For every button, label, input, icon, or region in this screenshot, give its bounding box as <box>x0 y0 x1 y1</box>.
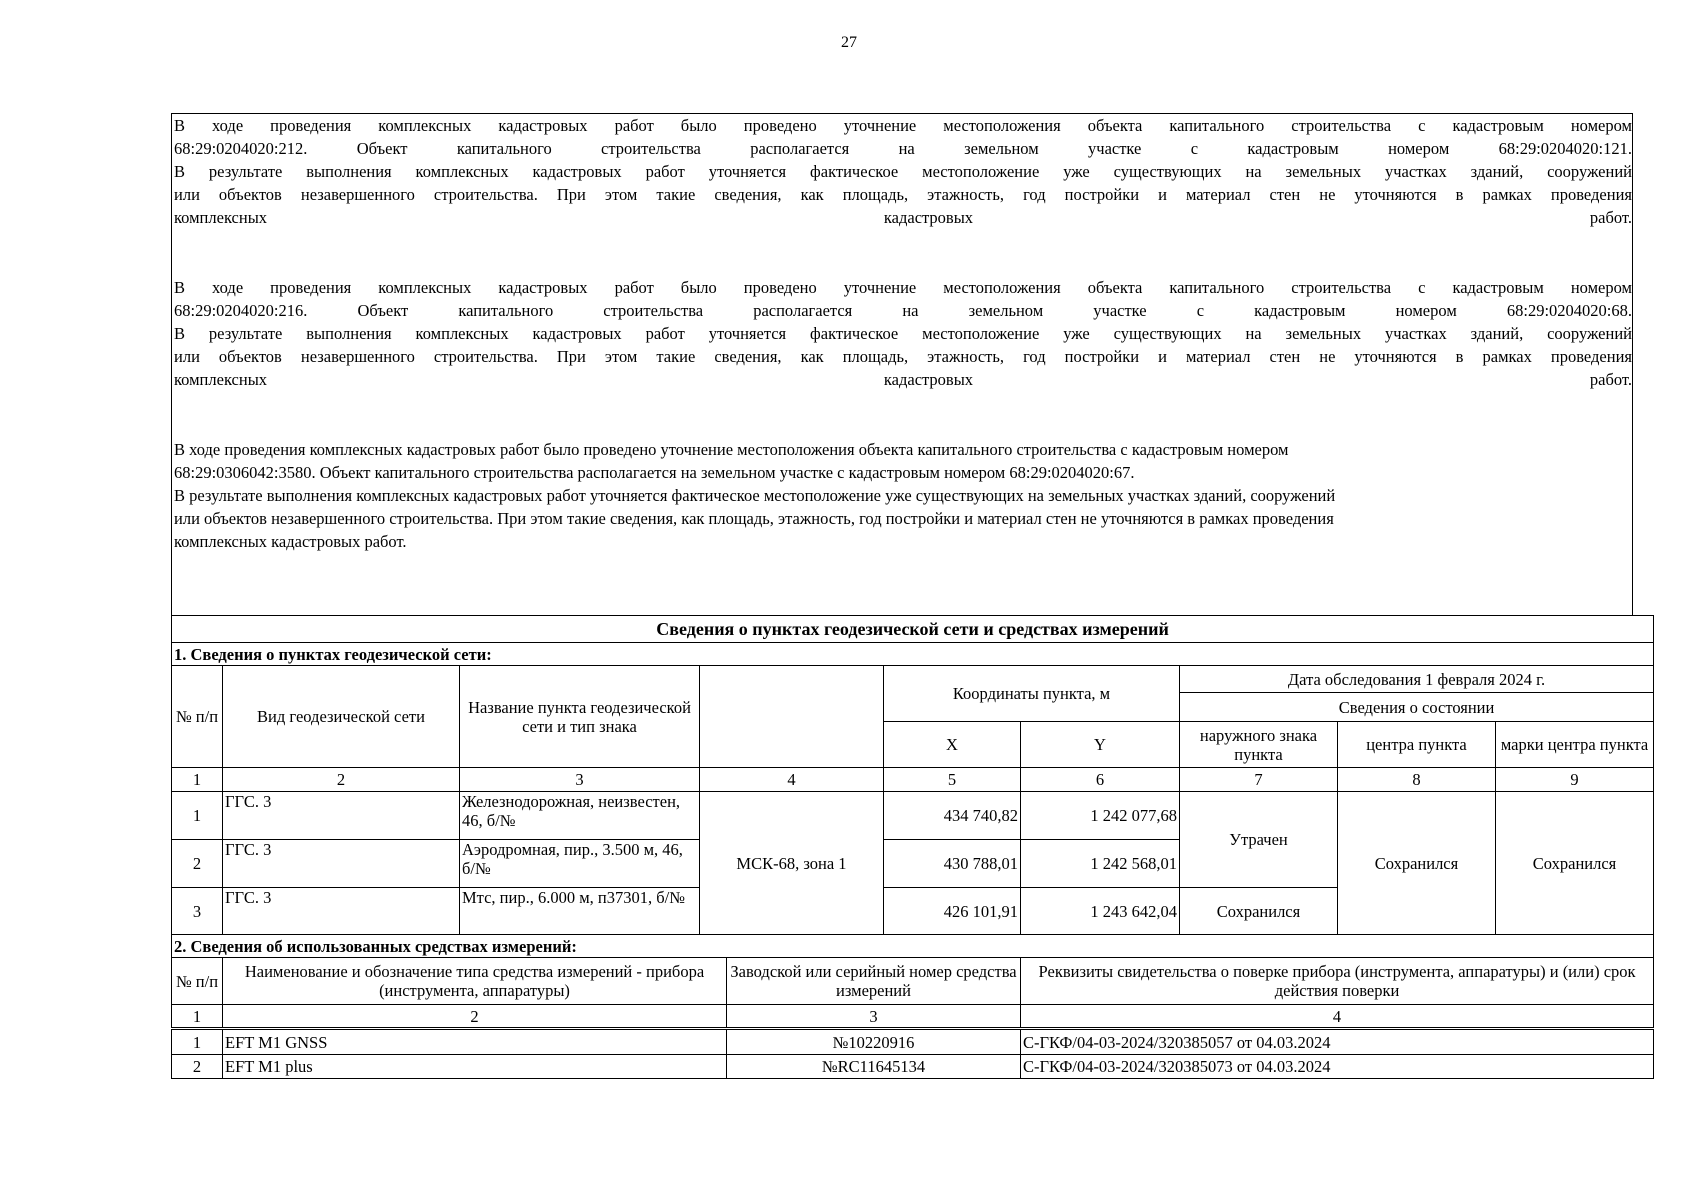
section-title: Сведения о пунктах геодезической сети и средствах измерений <box>172 616 1654 643</box>
paragraph-line: или объектов незавершенного строительства. При этом такие сведения, как площадь, этажность, год постройки и материал стен не уточняются в рамках проведения <box>174 185 1632 204</box>
instr-num: 2 <box>172 1055 223 1079</box>
outer-sign-lost: Утрачен <box>1180 792 1338 888</box>
instr-num: 1 <box>172 1029 223 1055</box>
column-number: 6 <box>1021 768 1180 792</box>
row-y: 1 243 642,04 <box>1021 888 1180 935</box>
row-x: 430 788,01 <box>884 840 1021 888</box>
column-number: 1 <box>172 1005 223 1029</box>
header-condition: Сведения о состоянии <box>1180 693 1654 722</box>
instr-certificate: С-ГКФ/04-03-2024/320385073 от 04.03.2024 <box>1021 1055 1654 1079</box>
paragraph-line: В результате выполнения комплексных кадастровых работ уточняется фактическое местоположение уже существующих на земельных участках зданий, сооружений <box>174 486 1336 505</box>
row-network-type: ГГС. 3 <box>223 840 460 888</box>
column-number: 1 <box>172 768 223 792</box>
page-number: 27 <box>841 34 857 51</box>
row-x: 434 740,82 <box>884 792 1021 840</box>
paragraph-line: 68:29:0204020:216. Объект капитального строительства располагается на земельном участке с кадастровым номером 68:29:0204020:68. <box>174 301 1632 320</box>
paragraph-3 <box>174 438 1632 553</box>
instr-header-num: № п/п <box>172 958 223 1005</box>
column-number: 2 <box>223 1005 727 1029</box>
row-y: 1 242 568,01 <box>1021 840 1180 888</box>
row-num: 3 <box>172 888 223 935</box>
table-row <box>172 1029 1654 1055</box>
header-network-type: Вид геодезической сети <box>223 666 460 768</box>
column-number: 4 <box>700 768 884 792</box>
column-number: 5 <box>884 768 1021 792</box>
column-number: 3 <box>460 768 700 792</box>
paragraph-line: 68:29:0306042:3580. Объект капитального строительства располагается на земельном участке с кадастровым номером 68:29:0204020:67. <box>174 463 1135 482</box>
paragraph-line: В ходе проведения комплексных кадастровых работ было проведено уточнение местоположения объекта капитального строительства с кадастровым номером <box>174 116 1632 135</box>
column-number: 9 <box>1496 768 1654 792</box>
header-outer-sign: наружного знака пункта <box>1180 722 1338 768</box>
instr-name: EFT M1 plus <box>223 1055 727 1079</box>
column-number: 4 <box>1021 1005 1654 1029</box>
row-y: 1 242 077,68 <box>1021 792 1180 840</box>
instr-name: EFT M1 GNSS <box>223 1029 727 1055</box>
header-coordinate-system <box>700 666 884 768</box>
instr-header-certificate: Реквизиты свидетельства о поверке прибора (инструмента, аппаратуры) и (или) срок действия поверки <box>1021 958 1654 1005</box>
table-row <box>172 792 1654 840</box>
row-x: 426 101,91 <box>884 888 1021 935</box>
paragraph-line: комплексных кадастровых работ. <box>174 370 1632 389</box>
instr-serial: №RC11645134 <box>727 1055 1021 1079</box>
column-number: 7 <box>1180 768 1338 792</box>
coordinate-system: МСК-68, зона 1 <box>700 792 884 935</box>
header-x: X <box>884 722 1021 768</box>
row-point-name: Аэродромная, пир., 3.500 м, 46, б/№ <box>460 840 700 888</box>
instr-serial: №10220916 <box>727 1029 1021 1055</box>
paragraph-line: или объектов незавершенного строительства. При этом такие сведения, как площадь, этажность, год постройки и материал стен не уточняются в рамках проведения <box>174 509 1334 528</box>
header-num: № п/п <box>172 666 223 768</box>
paragraph-2 <box>174 276 1632 391</box>
header-center-mark: марки центра пункта <box>1496 722 1654 768</box>
row-num: 2 <box>172 840 223 888</box>
instr-header-serial: Заводской или серийный номер средства измерений <box>727 958 1021 1005</box>
paragraph-line: В результате выполнения комплексных кадастровых работ уточняется фактическое местоположение уже существующих на земельных участках зданий, сооружений <box>174 324 1632 343</box>
outer-sign-kept: Сохранился <box>1180 888 1338 935</box>
paragraph-line: 68:29:0204020:212. Объект капитального строительства располагается на земельном участке с кадастровым номером 68:29:0204020:121. <box>174 139 1632 158</box>
paragraph-line: В ходе проведения комплексных кадастровых работ было проведено уточнение местоположения объекта капитального строительства с кадастровым номером <box>174 278 1632 297</box>
row-point-name: Мтс, пир., 6.000 м, п37301, б/№ <box>460 888 700 935</box>
row-point-name: Железнодорожная, неизвестен, 46, б/№ <box>460 792 700 840</box>
geodetic-heading: 1. Сведения о пунктах геодезической сети: <box>172 643 1654 666</box>
instruments-heading: 2. Сведения об использованных средствах измерений: <box>172 935 1654 958</box>
paragraph-1 <box>174 114 1632 229</box>
paragraph-line: В ходе проведения комплексных кадастровых работ было проведено уточнение местоположения объекта капитального строительства с кадастровым номером <box>174 440 1289 459</box>
row-network-type: ГГС. 3 <box>223 888 460 935</box>
column-number: 8 <box>1338 768 1496 792</box>
table-row <box>172 1055 1654 1079</box>
center-mark-state: Сохранился <box>1496 792 1654 935</box>
column-number: 3 <box>727 1005 1021 1029</box>
instr-certificate: С-ГКФ/04-03-2024/320385057 от 04.03.2024 <box>1021 1029 1654 1055</box>
column-number: 2 <box>223 768 460 792</box>
center-state: Сохранился <box>1338 792 1496 935</box>
paragraph-line: или объектов незавершенного строительства. При этом такие сведения, как площадь, этажность, год постройки и материал стен не уточняются в рамках проведения <box>174 347 1632 366</box>
paragraph-line: комплексных кадастровых работ. <box>174 532 407 551</box>
row-network-type: ГГС. 3 <box>223 792 460 840</box>
header-center: центра пункта <box>1338 722 1496 768</box>
instr-header-name: Наименование и обозначение типа средства измерений - прибора (инструмента, аппаратуры) <box>223 958 727 1005</box>
row-num: 1 <box>172 792 223 840</box>
paragraph-line: комплексных кадастровых работ. <box>174 208 1632 227</box>
paragraph-line: В результате выполнения комплексных кадастровых работ уточняется фактическое местоположение уже существующих на земельных участках зданий, сооружений <box>174 162 1632 181</box>
header-survey-date: Дата обследования 1 февраля 2024 г. <box>1180 666 1654 693</box>
header-coordinates: Координаты пункта, м <box>884 666 1180 722</box>
header-y: Y <box>1021 722 1180 768</box>
geodetic-table <box>171 615 1654 1079</box>
header-point-name: Название пункта геодезической сети и тип знака <box>460 666 700 768</box>
